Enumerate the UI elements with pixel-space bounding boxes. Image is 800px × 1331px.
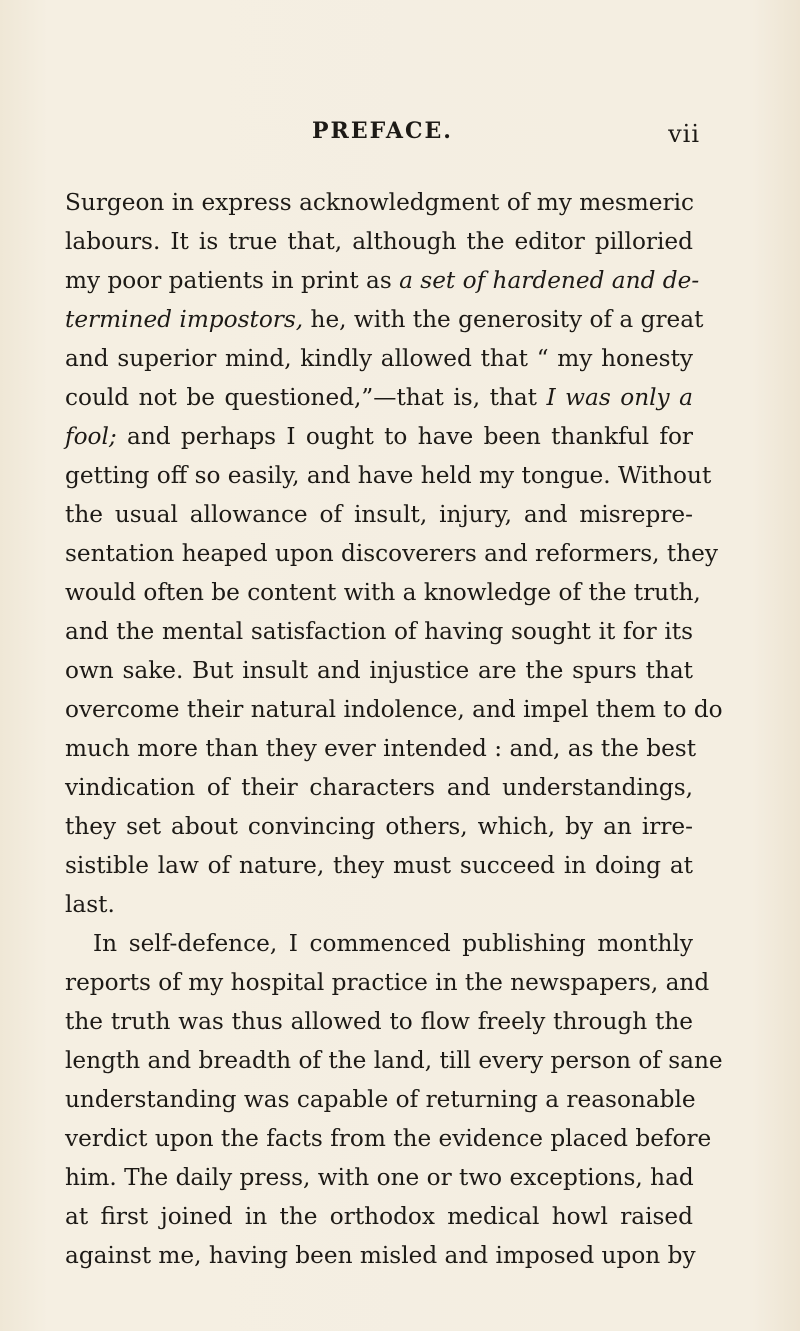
text-line: reports of my hospital practice in the newspapers, and	[65, 969, 710, 996]
text-line: fool; and perhaps I ought to have been thankful for	[65, 423, 693, 450]
italic-phrase: fool;	[65, 423, 117, 450]
text-line: labours. It is true that, although the editor pilloried	[65, 228, 693, 255]
text-line: verdict upon the facts from the evidence placed before	[65, 1125, 712, 1152]
running-head	[60, 118, 700, 158]
italic-phrase: termined impostors,	[65, 306, 304, 333]
text-line: overcome their natural indolence, and impel them to do	[65, 696, 723, 723]
text-line: and superior mind, kindly allowed that “ my honesty	[65, 345, 693, 372]
page-number: vii	[668, 120, 700, 148]
text-line: much more than they ever intended : and, as the best	[65, 735, 697, 762]
text-line: getting off so easily, and have held my tongue. Without	[65, 462, 712, 489]
text-line: my poor patients in print as a set of hardened and de-	[65, 267, 700, 294]
text-line: would often be content with a knowledge of the truth,	[65, 579, 701, 606]
text-line: own sake. But insult and injustice are the spurs that	[65, 657, 693, 684]
text-line: Surgeon in express acknowledgment of my mesmeric	[65, 189, 695, 216]
italic-phrase: I was only a	[546, 384, 693, 411]
text-line: understanding was capable of returning a reasonable	[65, 1086, 696, 1113]
text-line: termined impostors, he, with the generosity of a great	[65, 306, 704, 333]
text-line: vindication of their characters and understandings,	[65, 774, 693, 801]
text-line: against me, having been misled and imposed upon by	[65, 1242, 696, 1269]
text-line: could not be questioned,”—that is, that I was only a	[65, 384, 693, 411]
text-line: In self-defence, I commenced publishing monthly	[93, 930, 693, 957]
text-line: the usual allowance of insult, injury, and misrepre-	[65, 501, 693, 528]
text-line: sentation heaped upon discoverers and reformers, they	[65, 540, 718, 567]
text-line: length and breadth of the land, till every person of sane	[65, 1047, 723, 1074]
running-title: PREFACE.	[312, 118, 453, 144]
text-line: sistible law of nature, they must succeed in doing at	[65, 852, 693, 879]
text-line: the truth was thus allowed to flow freely through the	[65, 1008, 693, 1035]
italic-phrase: a set of hardened and de-	[399, 267, 700, 294]
text-line: they set about convincing others, which, by an irre-	[65, 813, 693, 840]
text-line: him. The daily press, with one or two exceptions, had	[65, 1164, 694, 1191]
text-line: and the mental satisfaction of having sought it for its	[65, 618, 693, 645]
body-text	[65, 183, 723, 1275]
text-line: at first joined in the orthodox medical howl raised	[65, 1203, 693, 1230]
text-line: last.	[65, 891, 115, 918]
